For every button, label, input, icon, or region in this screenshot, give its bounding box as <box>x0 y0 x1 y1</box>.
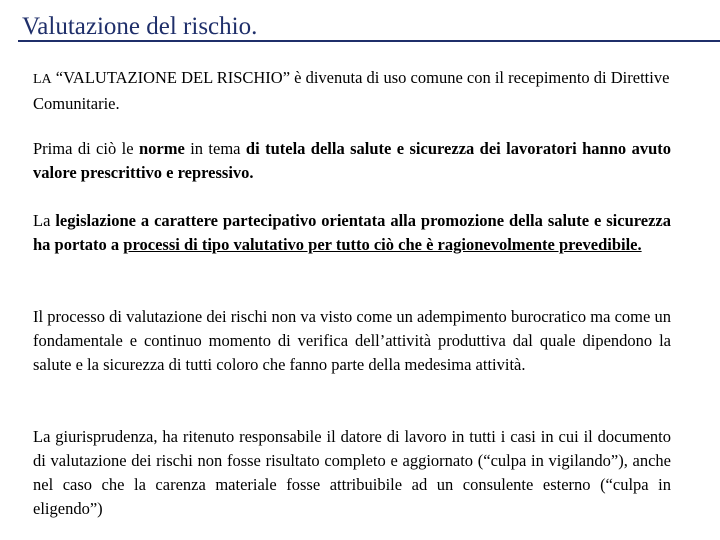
paragraph-history-bold1: norme <box>138 139 185 158</box>
paragraph-intro-text: “VALUTAZIONE DEL RISCHIO” è divenuta di uso comune con il recepimento di Direttive Comunitarie. <box>33 68 670 113</box>
paragraph-intro <box>33 66 671 116</box>
paragraph-legislation-part1: La <box>33 211 56 230</box>
paragraph-legislation-bold: legislazione a carattere partecipativo orientata alla promozione della salute e sicurezza ha portato a <box>33 211 672 254</box>
paragraph-legislation-underlined: processi di tipo valutativo per tutto ciò che è ragionevolmente prevedibile. <box>123 235 642 254</box>
paragraph-legislation <box>33 209 671 257</box>
paragraph-history-part1: Prima di ciò le <box>33 139 139 158</box>
paragraph-jurisprudence: La giurisprudenza, ha ritenuto responsabile il datore di lavoro in tutti i casi in cui il documento di valutazione dei rischi non fosse risultato completo e aggiornato (“culpa in vigilando”), anche nel caso che la carenza materiale fosse attribuibile ad un consulente esterno (“culpa in eligendo”) <box>33 427 671 518</box>
paragraph-intro-prefix: LA <box>33 72 52 87</box>
paragraph-history <box>33 137 671 185</box>
page-title: Valutazione del rischio. <box>22 13 258 40</box>
title-divider <box>18 40 720 42</box>
paragraph-history-bold2: di tutela della salute e sicurezza dei lavoratori hanno avuto valore prescrittivo e repressivo. <box>33 139 671 182</box>
paragraph-history-part2: in tema <box>184 139 246 158</box>
paragraph-process: Il processo di valutazione dei rischi non va visto come un adempimento burocratico ma come un fondamentale e continuo momento di verifica dell’attività produttiva dal quale dipendono la salute e la sicurezza di tutti coloro che fanno parte della medesima attività. <box>33 307 671 374</box>
